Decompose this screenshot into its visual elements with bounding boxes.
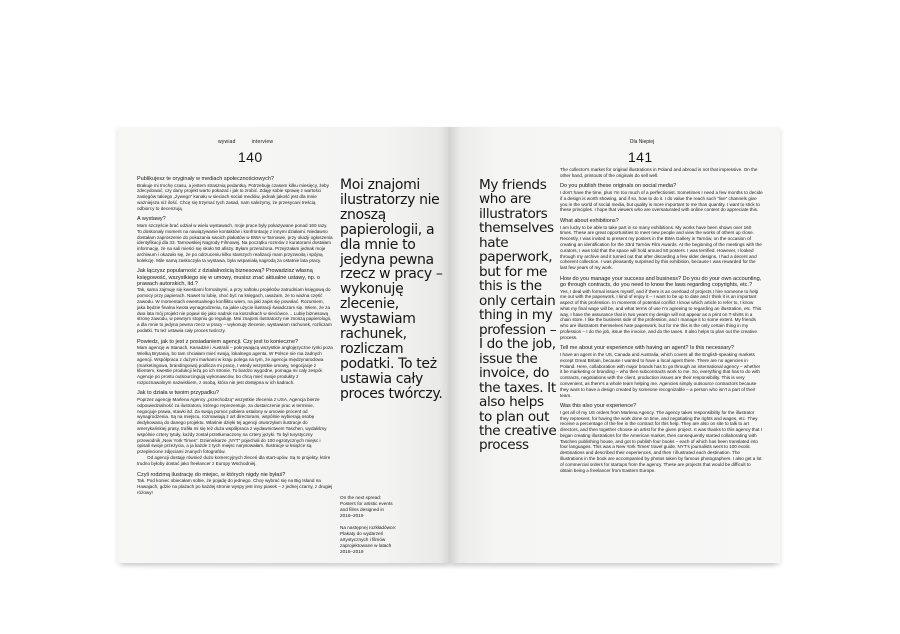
- lead-paragraph: The collector's market for original illustrations in Poland and abroad is not that impressive. On the other hand, printouts of the originals do sell well.: [560, 167, 758, 178]
- article-section: [560, 276, 763, 341]
- running-head: Dla Niepiej: [629, 139, 655, 145]
- answer-paragraph: Poprzez agencję Marlena Agency „przechodzą” wszystkie zlecenia z USA. Agencja bierze odpowiedzialność za ilustratora, którego reprezentuje, za dostarczenie prac w terminie, negocjuje prawa, stawki itd. Za swoją pomoc pobiera ustalony w umowie procent od wynagrodzenia. Są na miejscu, rozmawiają z art directorami, wspólnie wybierają osobę dedykowaną do danego projektu. Właśnie dzięki tej agencji otworzyłam ilustracje do amerykańskiej prasy, trafiła mi się też duża współpraca z wydawnictwem Taschen, wydaliśmy wspólnie cztery tytuły, każdy został przetłumaczony na cztery języki. To był turystyczny przewodnik „New York Times”. Dziennikarze „NYT” pojechali do 100 egzotycznych miejsc i opisali swoje przeżycia, a ja każde z tych miejsc narysowałam. Ilustracje w książce są przeplecione zdjęciami znanych fotografów.: [137, 397, 327, 455]
- article-section: [137, 216, 333, 263]
- article-section: [137, 390, 333, 454]
- right-page: [450, 127, 780, 563]
- left-page: [118, 127, 450, 563]
- running-head-section: wywiad: [218, 139, 236, 145]
- answer-paragraph: Mam szczęście brać udział w wielu wystawach, moje prace były pokazywane ponad 160 razy. To doskonały moment na nawiązywanie kontaktów i konfrontację z innymi działami. Niedawno dostałam zaproszenie do pokazania swoich plakatów w BWA w Tarnowie, przy okazji ogłoszenia identyfikacji dla 33. Tarnowskiej Nagrody Filmowej. Na początku rozmów z kuratorami dostałam informację, że na sali mieści się około 50 afiszy. Byłam przerażona. Przejrzałam jednak moje archiwum i okazało się, że po odrzuceniu kilku starszych realizacji mam przyzwoitą i spójną kolekcję. Mile samą zaskoczyła ta wystawa, była wspaniałą nagrodą za ostatnie lata pracy.: [137, 223, 333, 263]
- question-heading: Powiedz, jak to jest z posiadaniem agencji. Czy jest to konieczne?: [137, 338, 299, 345]
- question-heading: Jak to działa w twoim przypadku?: [137, 390, 219, 397]
- magazine-spread: [118, 127, 780, 569]
- caption: On the next spread: Posters for artistic events and films designed in 2016–2019 Na następnej rozkładówce: Plakaty do wydarzeń artystycznych i filmów zaprojektowane w latach 2016–2019: [340, 495, 397, 555]
- question-heading: Jak łączysz popularność z działalnością biznesową? Prowadzisz własną księgowość, wszystkiego się w umowy, musisz znać aktualne ustawy, np. o prawach autorskich, itd.?: [137, 268, 320, 287]
- running-head-type: interview: [251, 139, 274, 145]
- article-section: [560, 218, 763, 271]
- article-section: [137, 176, 333, 212]
- body-column: [137, 176, 333, 496]
- answer-paragraph: Yes, I deal with formal issues myself, and if there is an overload of projects I hire someone to help me out with the paperwork. I kind of enjoy it – I want to be up to date and I think it is an important aspect of this profession. In moments of potential conflict I know which article to refer to, I know what my final wage will be, and what terms of use I'm agreeing to regarding an illustration, etc. This way, I have the assurance that in two years my design will not appear as a print on T-shirts in a chain store. I like the business side of the profession, and I manage it to some extent. My friends who are illustrators themselves hate paperwork, but for me this is the only certain thing in my profession – I do the job, issue the invoice, and do the taxes. It also helps to plan out the creative process.: [560, 288, 762, 340]
- article-section: [560, 403, 763, 473]
- article-section: [560, 183, 763, 213]
- article-section: [137, 472, 333, 496]
- article-section: [137, 339, 333, 386]
- answer-paragraph: Brakuje mi trochę czasu, a jestem strasznią pedantką. Potrzebuję czasem kilku miesięcy, żeby zdecydować, czy dany projekt warto pokazać i jak to zrobić. Zdaję sobie sprawę z wartości zasięgów takiego „żywego” kanału w sieciach social mediów, jednak jakość jest dla mnie ważniejsza niż ilość. Chcę się trzymać tych zasad, nam należymy, że przesycani treścią odbiorcy to decenzują.: [137, 182, 329, 211]
- question-heading: Do you publish these originals on social media?: [560, 183, 677, 190]
- question-heading: Was this also your experience?: [560, 403, 637, 410]
- question-heading: A wystawy?: [137, 216, 166, 223]
- article-section: [560, 345, 763, 398]
- answer-paragraph: Tak. Pod koniec obiecałam sobie, że pojadę do jednego. Chcę wybrać się na Big Island na Hawajach, gdzie na plażach po każdej stronie wyspy jest inny piasek – z jednej czarny, z drugiej różowy!: [137, 478, 333, 495]
- answer-paragraph: Tak, sama zajmuję się kwestiami formalnymi, a przy naftoku projektów zatrudniam księgową do pomocy przy papierach. Nawet to lubię, choć być na księgach, uważam, że to ważna część zawodu. W momentach ewentualnego konfliktu wiem, na jaki zapis się powołać. Rozumiem, jaka będzie finalna kwota wynagrodzenia, na jakie użycie ilustracji świadczam się. Wiem, że za dwa lata mój projekt nie pojawi się jako nadruk na koszulkach w sieciówce… Lubię biznesową stronę zawodu, w pewnym stopniu go reguluję. Moi znajomi ilustratorzy nie znoszą papierologii, a dla mnie to jedyna pewna rzecz w pracy – wykonuję zlecenie, wystawiam rachunek, rozliczam podatki. To też ustawia cały proces twórczy.: [137, 287, 332, 333]
- answer-paragraph: Od agencji dostaję również dużo komercyjnych zleceń dla start-upów. Są to projekty, które trudno byłoby dostać jako freelancer z Europy Wschodniej.: [137, 455, 331, 467]
- question-heading: How do you manage your success and business? Do you do your own accounting, go through contracts, do you need to know the laws regarding copyrights, etc.?: [560, 275, 762, 288]
- article-section: [137, 268, 333, 333]
- answer-paragraph: I am lucky to be able to take part in so many exhibitions. My works have been shown over 160 times. These are great opportunities to meet new people and view the works of others up close. Recently, I was invited to present my posters in the BWA Gallery in Tarnów, on the occasion of creating an identification for the 33rd Tarnów Film Awards. At the beginning of the meetings with the curators, I was told that the space will hold around 50 posters. I was terrified. However, I looked through my archive and it turned out that after discarding a few older designs, I had a decent and coherent collection. I was pleasantly surprised by this exhibition, because I was rewarded for the last few years of my work.: [560, 224, 762, 271]
- page-number: 141: [628, 149, 653, 165]
- answer-paragraph: I don't have the time, plus I'm too much of a perfectionist. Sometimes I need a few months to decide if a design is worth showing, and if so, how to do it. I do value the reach such “live” channels give you in the world of social media, but quality is more important to me than quantity. I want to stick to these principles. I hope that viewers who are oversaturated with online content do appreciate this.: [560, 190, 763, 213]
- answer-paragraph: I have an agent in the US, Canada and Australia, which covers all the English-speaking markets except Great Britain, because I wanted to have a local agent there. There are no agencies in Poland. Here, collaboration with major brands has to go through an international agency – whether it be marketing or branding – who then subcontracts work to me. So, everything that has to do with contracts, negotiations with the client, production issues are their responsibility. This is very convenient, as there's a whole team helping me. Agencies simply outsource contractors because they want to have a design created by someone recognizable – a person who isn't a part of their team.: [560, 352, 761, 398]
- article-section: [137, 455, 333, 467]
- answer-paragraph: I get all of my US orders from Marlena Agency. The agency takes responsibility for the illustrator they represent, for having the work done on time, and negotiating the rights and wages, etc. They receive a percentage of the fee in the contract for this help. They are also on site to talk to art directors, and then together choose an artist for the given project. It was thanks to this agency that I began creating illustrations for the American market, then consequently started collaborating with Taschen publishing house, and got to publish four books – each of which has been translated into four languages. This was a New York Times' travel guide. NYT's journalists went to 100 exotic destinations and described their experiences, and then I illustrated each destination. The illustrations in the book are accompanied by photos taken by famous photographers. I also get a lot of commercial orders for startups from the agency. These are projects that would be difficult to obtain being a freelancer from Eastern Europe.: [560, 409, 762, 473]
- page-number: 140: [238, 149, 263, 165]
- pull-quote: My friends who are illustrators themselves hate paperwork, but for me this is the only certain thing in my profession – I do the job, issue the invoice, do the taxes. It also helps to plan out the creative process: [479, 177, 557, 454]
- question-heading: Tell me about your experience with having an agent? Is this necessary?: [560, 345, 734, 352]
- running-head: [218, 139, 289, 145]
- body-column: [560, 167, 763, 473]
- question-heading: Czyli rodzimą ilustrację do miejsc, w których nigdy nie byłaś?: [137, 471, 286, 478]
- answer-paragraph: Mam agencję w Stanach, Kanadzie i Australii – pokrywającą wszystkie anglojęzyczne rynki poza Wielką Brytanią, bo tam chciałam mieć swoją, lokalnego agenta. W Polsce nie ma żadnych agencji. Współpraca z dużymi markami w kraju polega na tym, że agencja międzynarodowa (marketingowa, brandingowa) podlicza mi pracę, I wtedy wszystkie umowy, negocjacje z klientem, kwestie produkcji leżą po ich stronie. To bardzo wygodne, pomaga mi cały zespół. Agencje po prostu outsourcingują wykonawców, bo chcą mieć swoje produkty z rozpoznawalnym nazwiskiem, z osobą, która nie jest dostępna w ich kadrach.: [137, 345, 333, 385]
- question-heading: Publikujesz te oryginały w mediach społecznościowych?: [137, 176, 274, 182]
- question-heading: What about exhibitions?: [560, 217, 619, 224]
- pull-quote: Moi znajomi ilustratorzy nie znoszą papierologii, a dla mnie to jedyna pewna rzecz w pracy – wykonuję zlecenie, wystawiam rachunek, rozliczam podatki. To też ustawia cały proces twórczy.: [340, 177, 443, 402]
